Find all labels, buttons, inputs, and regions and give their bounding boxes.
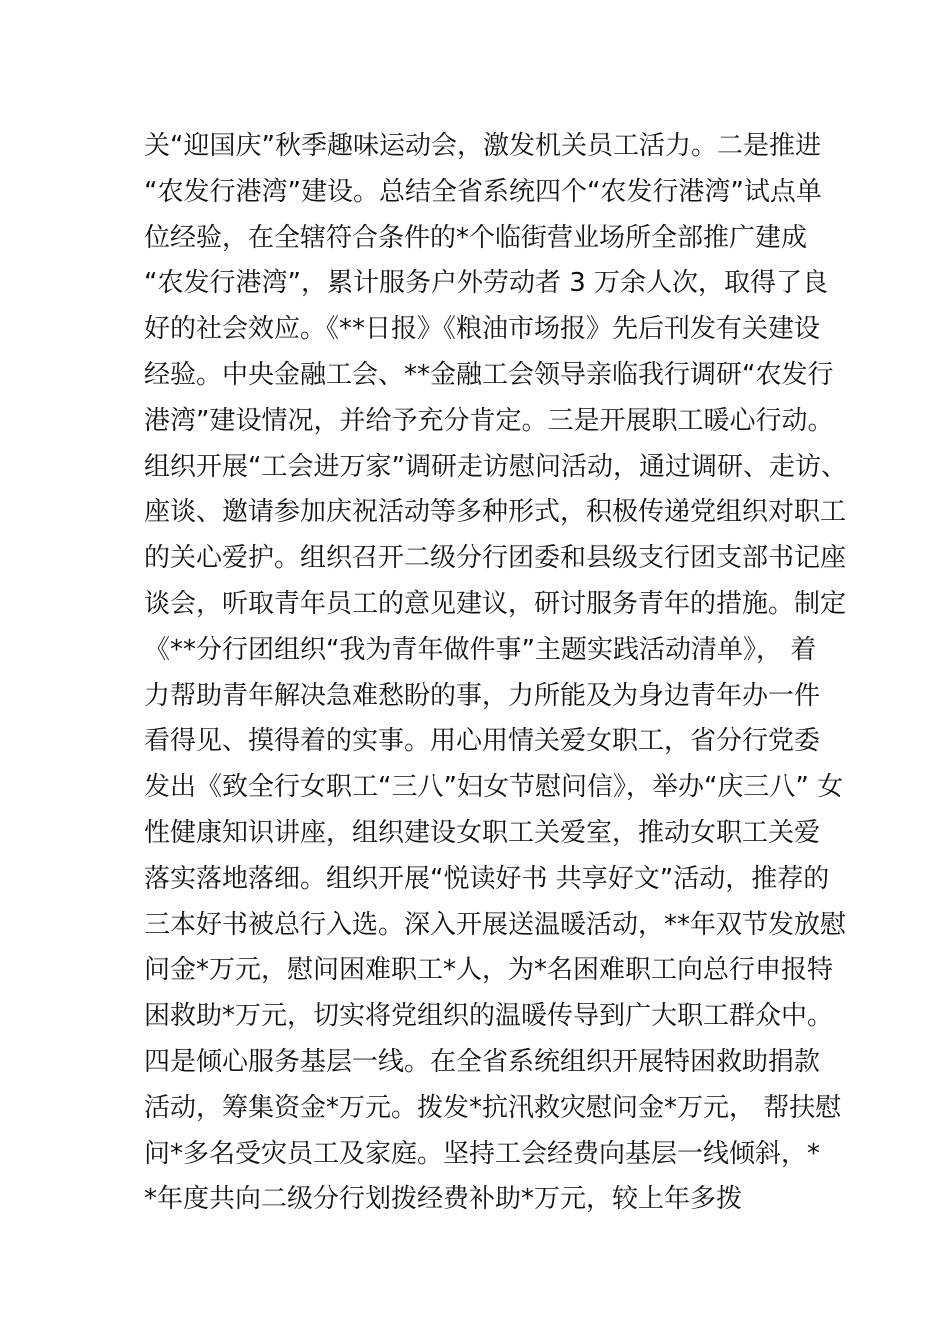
- text-line: 四是倾心服务基层一线。在全省系统组织开展特困救助捐款: [144, 1046, 821, 1077]
- text-line: 港湾”建设情况，并给予充分肯定。三是开展职工暖心行动。: [144, 405, 834, 436]
- text-line: 落实落地落细。组织开展“悦读好书 共享好文”活动，推荐的: [144, 863, 830, 894]
- text-line: 问*多名受灾员工及家庭。坚持工会经费向基层一线倾斜，*: [144, 1138, 821, 1169]
- text-line: 性健康知识讲座，组织建设女职工关爱室，推动女职工关爱: [144, 817, 821, 848]
- text-line: 座谈、邀请参加庆祝活动等多种形式，积极传递党组织对职工: [144, 497, 847, 528]
- text-line: 三本好书被总行入选。深入开展送温暖活动，**年双节发放慰: [144, 909, 847, 940]
- text-line: 力帮助青年解决急难愁盼的事，力所能及为身边青年办一件: [144, 680, 821, 711]
- text-line: 关“迎国庆”秋季趣味运动会，激发机关员工活力。二是推进: [144, 131, 821, 161]
- text-line: *年度共向二级分行划拨经费补助*万元，较上年多拨: [144, 1184, 743, 1215]
- text-line: “农发行港湾”建设。总结全省系统四个“农发行港湾”试点单: [144, 176, 822, 207]
- text-line: 的关心爱护。组织召开二级分行团委和县级支行团支部书记座: [144, 543, 847, 574]
- text-line: 好的社会效应。《**日报》《粮油市场报》先后刊发有关建设: [144, 314, 821, 345]
- text-line: 发出《致全行女职工“三八”妇女节慰问信》，举办“庆三八” 女: [144, 772, 844, 803]
- text-line: 看得见、摸得着的实事。用心用情关爱女职工，省分行党委: [144, 726, 821, 757]
- text-line: 问金*万元，慰问困难职工*人，为*名困难职工向总行申报特: [144, 955, 834, 986]
- text-line: 谈会，听取青年员工的意见建议，研讨服务青年的措施。制定: [144, 588, 847, 619]
- text-line: “农发行港湾”，累计服务户外劳动者 3 万余人次，取得了良: [144, 268, 829, 299]
- body-text: [144, 124, 847, 1223]
- text-line: 困救助*万元，切实将党组织的温暖传导到广大职工群众中。: [144, 1001, 834, 1032]
- text-line: 位经验，在全辖符合条件的*个临街营业场所全部推广建成: [144, 222, 808, 253]
- text-line: 活动，筹集资金*万元。拨发*抗汛救灾慰问金*万元， 帮扶慰: [144, 1092, 842, 1123]
- text-line: 经验。中央金融工会、**金融工会领导亲临我行调研“农发行: [144, 359, 834, 390]
- text-line: 组织开展“工会进万家”调研走访慰问活动，通过调研、走访、: [144, 451, 847, 482]
- text-line: 《**分行团组织“我为青年做件事”主题实践活动清单》， 着: [144, 634, 817, 665]
